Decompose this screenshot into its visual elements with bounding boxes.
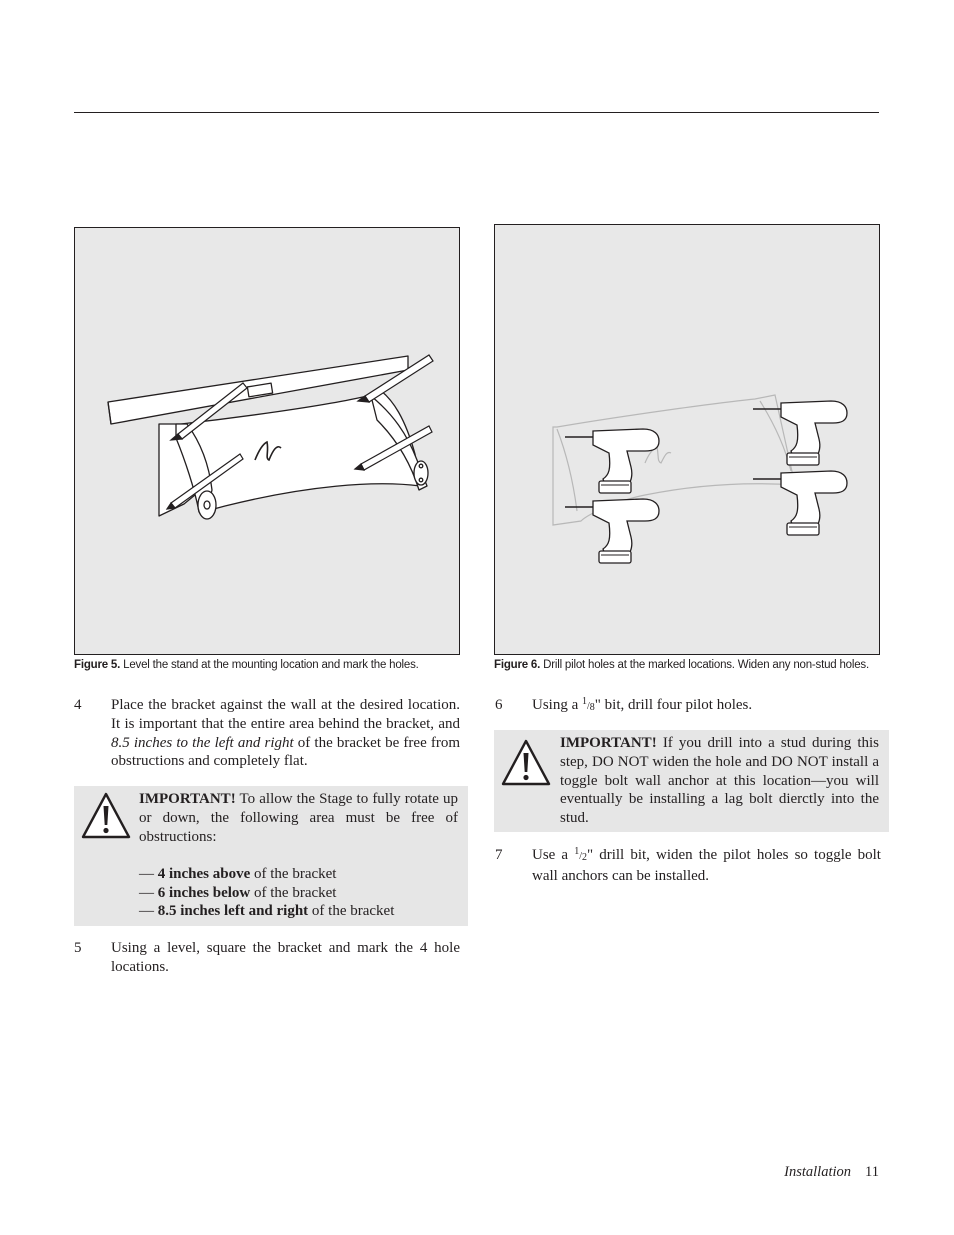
- drill-icon: [565, 401, 847, 563]
- notice-text: [560, 734, 879, 828]
- figure-6-caption: [494, 659, 869, 671]
- list-item: [139, 884, 394, 903]
- fraction-denominator: 8: [589, 702, 595, 713]
- notice-text: [139, 790, 458, 846]
- list-item: [139, 902, 394, 921]
- notice-label: IMPORTANT!: [560, 735, 657, 751]
- figure-6-illustration: [494, 224, 880, 655]
- step-text: [111, 696, 460, 771]
- fraction-numerator: 1: [582, 696, 587, 707]
- list-dash: —: [139, 866, 154, 882]
- step-number: 4: [74, 697, 82, 713]
- list-dash: —: [139, 884, 154, 901]
- figure-5-illustration: [74, 227, 460, 655]
- fraction: [582, 696, 595, 713]
- list-item: [139, 865, 394, 884]
- figure-6-text: Drill pilot holes at the marked locations. Widen any non-stud holes.: [543, 659, 869, 671]
- important-notice-1: [74, 786, 468, 926]
- page-number: 11: [865, 1164, 879, 1180]
- list-dash: —: [139, 903, 154, 920]
- step-text: [532, 696, 881, 717]
- page-footer: [784, 1164, 879, 1181]
- bracket-pencil-illustration: [75, 228, 461, 656]
- figure-5-text: Level the stand at the mounting location and mark the holes.: [123, 659, 419, 671]
- important-notice-2: [494, 730, 889, 832]
- list-item-bold: 4 inches above: [157, 866, 251, 882]
- warning-triangle-icon: [500, 738, 552, 788]
- step-text-part: Place the bracket against the wall at the desired location. It is important that the entire area behind the bracket, and: [111, 697, 460, 732]
- notice-body: If you drill into a stud during this step, DO NOT widen the hole and DO NOT install a toggle bolt wall anchor at this location—you will eventually be installing a lag bolt dierctly into the stud.: [560, 735, 879, 827]
- list-item-bold: 6 inches below: [157, 884, 251, 901]
- step-text: Using a level, square the bracket and mark the 4 hole locations.: [111, 940, 460, 975]
- footer-section: Installation: [784, 1164, 852, 1180]
- figure-6-label: Figure 6.: [494, 659, 541, 671]
- fraction-denominator: 2: [581, 852, 587, 863]
- fraction-slash: /: [587, 701, 590, 712]
- step-text: [532, 846, 881, 886]
- step-text-part: " bit, drill four pilot holes.: [594, 697, 753, 713]
- step-number: 6: [495, 697, 503, 713]
- list-item-rest: of the bracket: [254, 866, 337, 882]
- step-5: [74, 939, 460, 979]
- step-text-part: of the bracket be free from obstructions and completely flat.: [111, 734, 461, 770]
- list-item-rest: of the bracket: [254, 884, 337, 901]
- clearance-list: [139, 865, 394, 921]
- list-item-bold: 8.5 inches left and right: [157, 903, 309, 920]
- step-4: [74, 696, 460, 776]
- step-text-part: " drill bit, widen the pilot holes so toggle bolt wall anchors can be installed.: [532, 847, 881, 884]
- list-item-rest: of the bracket: [311, 903, 395, 920]
- step-number: 7: [495, 847, 503, 863]
- figure-5-label: Figure 5.: [74, 659, 121, 671]
- notice-label: IMPORTANT!: [139, 791, 236, 807]
- warning-triangle-icon: [80, 791, 132, 841]
- fraction: [574, 846, 587, 863]
- fraction-numerator: 1: [574, 846, 580, 857]
- step-6: [495, 696, 881, 716]
- step-number: 5: [74, 940, 82, 956]
- step-7: [495, 846, 881, 886]
- figure-5-caption: [74, 659, 419, 671]
- fraction-slash: /: [579, 851, 582, 862]
- step-text-part: Use a: [532, 847, 569, 863]
- drills-illustration: [495, 225, 881, 656]
- notice-body: To allow the Stage to fully rotate up or down, the following area must be free of obstructions:: [139, 791, 459, 845]
- step-text-part: Using a: [532, 697, 579, 713]
- header-rule: [74, 112, 879, 113]
- step-text-emphasis: 8.5 inches to the left and right: [111, 734, 294, 751]
